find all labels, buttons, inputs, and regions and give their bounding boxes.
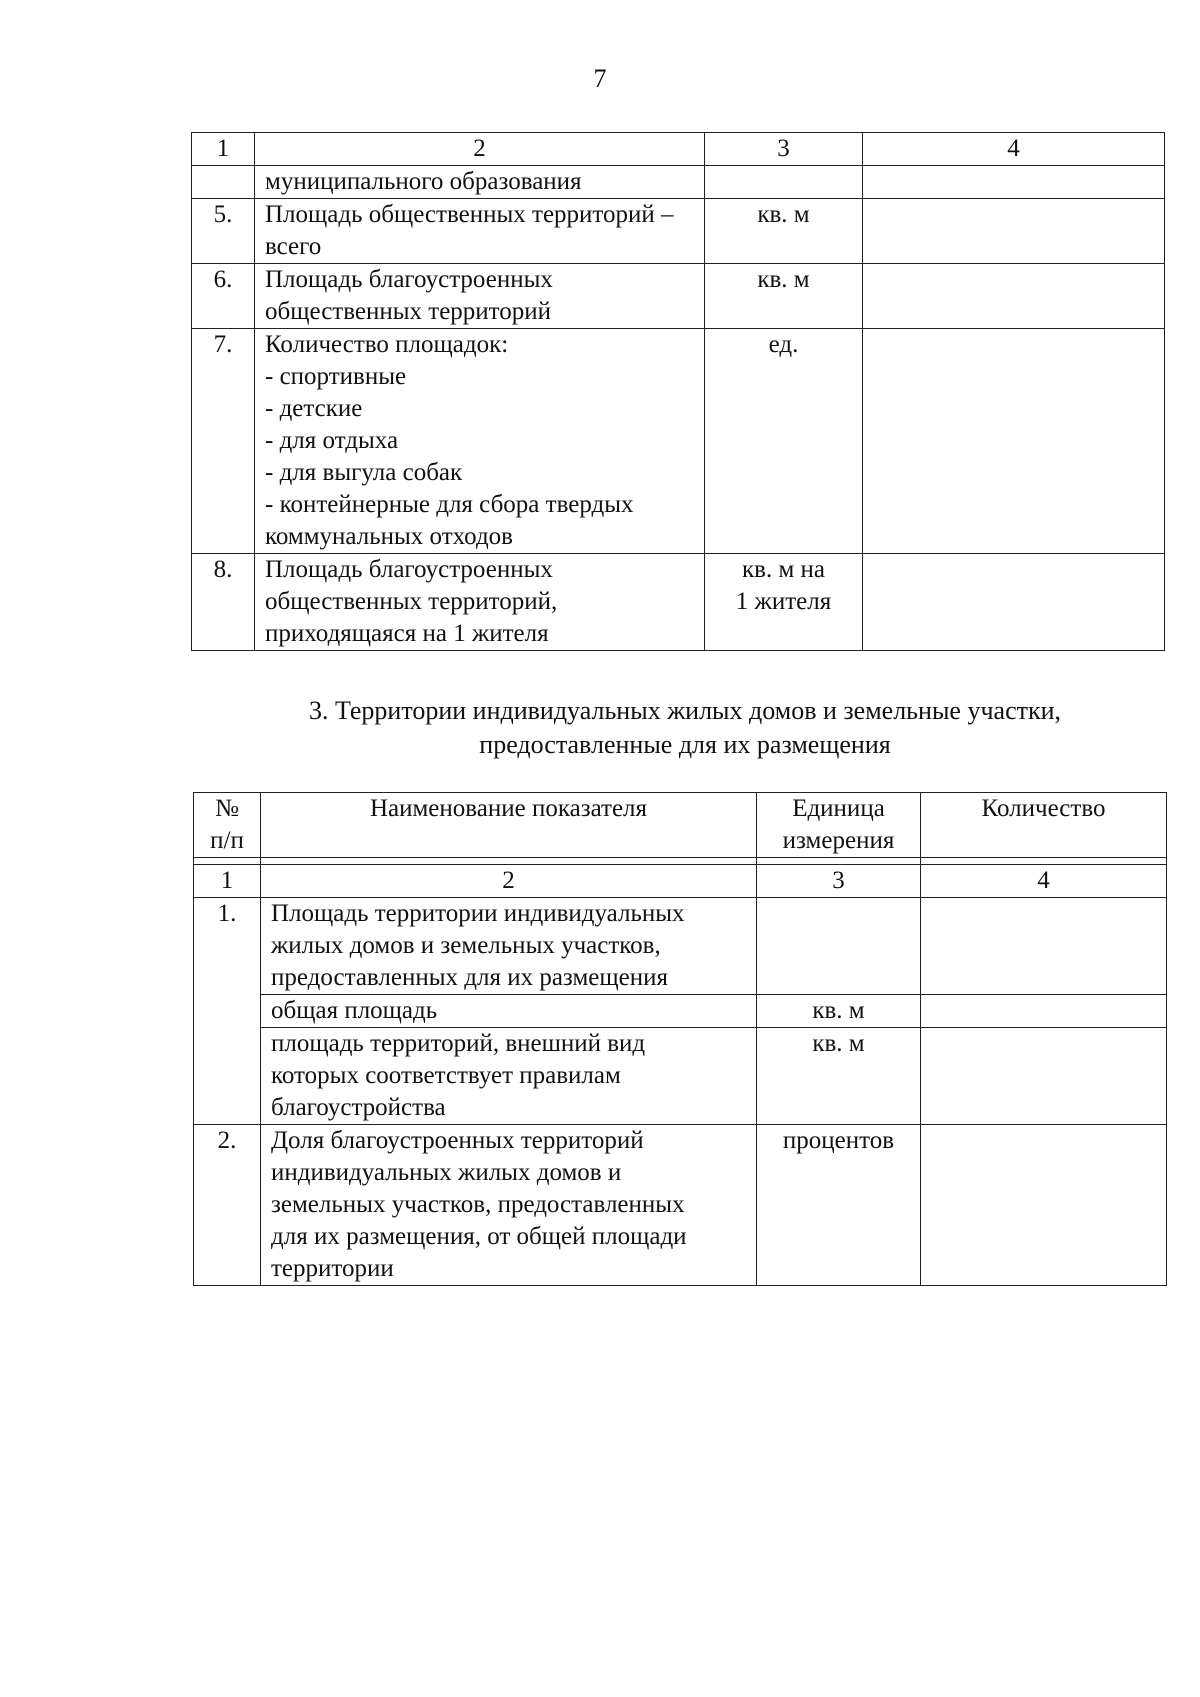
unit-line: ед. [768,331,799,358]
header-unit [757,793,921,858]
indicator-name-line: - детские [265,395,363,422]
row-number: 8. [192,554,255,651]
indicator-name-line: Доля благоустроенных территорий [271,1127,644,1154]
table-row [194,898,1167,995]
indicator-table-continued [191,132,1165,651]
table-row [192,166,1165,199]
unit-cell [757,1125,921,1286]
indicator-name-line: - для отдыха [265,427,399,454]
indicator-name-line: - для выгула собак [265,459,463,486]
indicator-name-line: всего [265,233,322,260]
column-number-row [194,865,1167,898]
unit-line: процентов [782,1127,895,1154]
column-number: 3 [757,865,921,898]
quantity-cell [921,1125,1167,1286]
indicator-name-line: жилых домов и земельных участков, [271,932,661,959]
indicator-name-line: муниципального образования [265,168,582,195]
indicator-name-line: территории [271,1255,394,1282]
indicator-name-line: приходящаяся на 1 жителя [265,620,549,647]
column-number-row [192,133,1165,166]
unit-line: кв. м [812,997,865,1024]
column-number: 4 [921,865,1167,898]
quantity-cell [863,264,1165,329]
unit-cell [705,199,863,264]
header-unit-line: Единица [792,795,885,822]
indicator-name-line: - контейнерные для сбора твердых [265,491,634,518]
indicator-name-line: которых соответствует правилам [271,1062,621,1089]
indicator-name-line: Площадь общественных территорий – [265,201,674,228]
column-number: 3 [705,133,863,166]
unit-cell [757,995,921,1028]
unit-line: кв. м [757,266,810,293]
indicator-name [255,554,705,651]
section-heading-line: 3. Территории индивидуальных жилых домов и земельные участки, [308,696,1062,725]
header-number [194,793,261,858]
indicator-name [261,898,757,995]
indicator-name-line: общественных территорий, [265,588,558,615]
indicator-name-line: индивидуальных жилых домов и [271,1159,622,1186]
indicator-name-line: общественных территорий [265,298,552,325]
indicator-name-line: земельных участков, предоставленных [271,1191,685,1218]
header-quantity: Количество [921,793,1167,858]
column-number: 2 [255,133,705,166]
column-number: 1 [194,865,261,898]
table-row [192,329,1165,554]
indicator-name-line: Количество площадок: [265,331,509,358]
unit-cell [705,329,863,554]
table-row [192,199,1165,264]
header-gap [194,858,1167,865]
quantity-cell [863,199,1165,264]
table-row [192,554,1165,651]
unit-cell [757,898,921,995]
indicator-name-line: для их размещения, от общей площади [271,1223,687,1250]
row-number: 5. [192,199,255,264]
individual-housing-indicator-table [193,792,1167,1286]
indicator-name [261,1028,757,1125]
row-number: 7. [192,329,255,554]
table-header-row [194,793,1167,858]
page-number: 7 [593,64,607,93]
indicator-name-line: Площадь благоустроенных [265,556,553,583]
unit-line: кв. м на [742,556,825,583]
indicator-name-line: - спортивные [265,363,407,390]
section-heading-line: предоставленные для их размещения [479,730,891,759]
indicator-name-line: благоустройства [271,1094,446,1121]
indicator-name-line: коммунальных отходов [265,523,513,550]
quantity-cell [921,1028,1167,1125]
indicator-name-line: Площадь благоустроенных [265,266,553,293]
row-number [192,166,255,199]
table-row [194,995,1167,1028]
unit-cell [705,264,863,329]
column-number: 1 [192,133,255,166]
header-number-line: п/п [210,827,244,854]
quantity-cell [921,898,1167,995]
row-number: 2. [194,1125,261,1286]
row-number: 6. [192,264,255,329]
quantity-cell [921,995,1167,1028]
unit-cell [705,554,863,651]
indicator-name-line: общая площадь [271,997,438,1024]
table-row [194,1028,1167,1125]
column-number: 2 [261,865,757,898]
column-number: 4 [863,133,1165,166]
table-row [194,1125,1167,1286]
indicator-name-line: предоставленных для их размещения [271,964,668,991]
header-indicator-name: Наименование показателя [261,793,757,858]
indicator-name-line: Площадь территории индивидуальных [271,900,685,927]
indicator-name [261,1125,757,1286]
unit-line: 1 жителя [735,588,832,615]
unit-cell [757,1028,921,1125]
section-heading [190,694,1180,762]
indicator-name [255,329,705,554]
indicator-name [255,199,705,264]
quantity-cell [863,329,1165,554]
indicator-name [261,995,757,1028]
row-number: 1. [194,898,261,1125]
indicator-name [255,264,705,329]
quantity-cell [863,554,1165,651]
header-unit-line: измерения [782,827,895,854]
unit-line: кв. м [812,1030,865,1057]
header-number-line: № [215,795,239,822]
table-row [192,264,1165,329]
unit-line: кв. м [757,201,810,228]
quantity-cell [863,166,1165,199]
indicator-name-line: площадь территорий, внешний вид [271,1030,646,1057]
unit-cell [705,166,863,199]
indicator-name [255,166,705,199]
